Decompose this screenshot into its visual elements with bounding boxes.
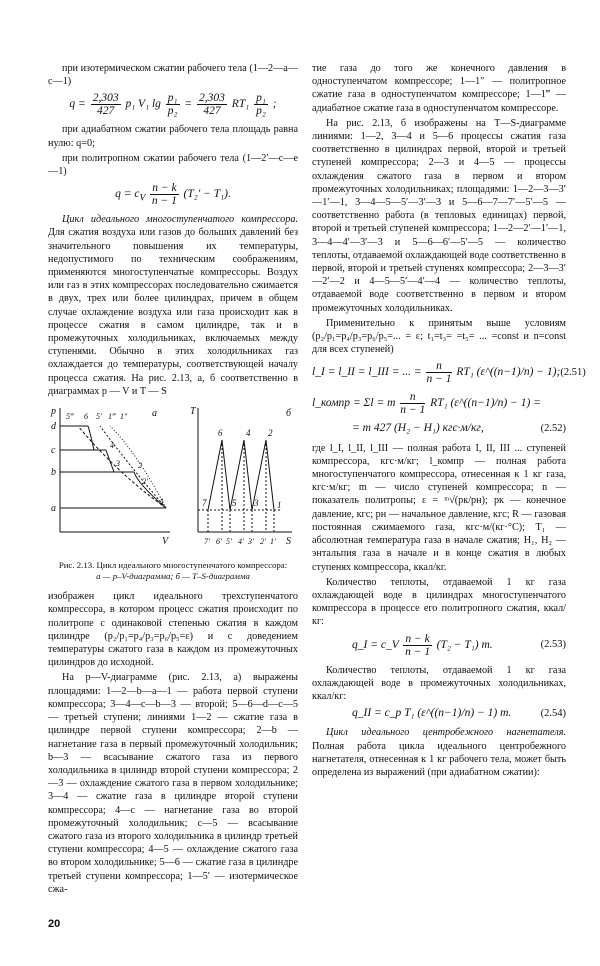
pv-point-d: d — [51, 421, 56, 433]
pv-point-5p: 5′ — [96, 412, 102, 422]
pv-point-4: 4 — [110, 441, 114, 451]
fraction — [91, 92, 121, 117]
ts-labels — [190, 406, 292, 547]
paragraph: при изотермическом сжатии рабочего тела (1—2—а—с—1) — [48, 63, 298, 88]
eq-term: q_II = c_p T₁ (ε^((n−1)/n) − 1) m. — [352, 707, 512, 720]
pv-axis-p-label: p — [51, 406, 56, 418]
fraction — [400, 391, 425, 416]
equation-number: (2.53) — [540, 639, 566, 651]
pv-diagram — [60, 408, 170, 532]
paragraph: тие газа до того же конечного давления в одноступенчатом компрессоре; 1—1″ — политропное сжатие газа в одноступенчатом компрессоре; 1—1‴ — адиабатное сжатие газа в одноступенчатом компрессоре. — [312, 63, 566, 114]
pv-point-1: 1 — [160, 497, 164, 507]
paragraph: при политропном сжатии рабочего тела (1—2′—с—е—1) — [48, 152, 298, 178]
ts-cycle — [208, 440, 274, 510]
pv-polytrope — [100, 426, 166, 508]
numerator: n — [400, 391, 425, 404]
eq-term: ; — [272, 98, 277, 111]
ts-point-3p: 3′ — [248, 537, 254, 547]
numerator: n — [426, 360, 451, 373]
ts-axis-s-label: S — [286, 536, 291, 548]
eq-term: (T₂ − T₁) m. — [436, 638, 493, 651]
fraction — [150, 182, 178, 207]
fraction — [166, 92, 180, 117]
denominator: p₂ — [167, 105, 178, 118]
equation-body — [312, 633, 493, 658]
eq-term: p₁ V₁ lg — [125, 98, 161, 111]
eq-term: q = — [69, 98, 86, 111]
ts-label: б — [286, 408, 292, 420]
pv-point-b: b — [51, 467, 56, 479]
page-number: 20 — [48, 918, 61, 930]
right-column — [312, 62, 586, 781]
caption-line: а — p–V-диаграмма; б — T–S-диаграмма — [96, 571, 250, 582]
figure-caption — [48, 560, 298, 582]
caption-line: Рис. 2.13. Цикл идеального многоступенчатого компрессора: — [58, 560, 288, 571]
equation-2-51 — [312, 360, 586, 386]
paragraph: при адиабатном сжатии рабочего тела площадь равна нулю: q=0; — [48, 124, 298, 149]
pv-point-a: a — [51, 503, 56, 515]
eq-sub: V — [139, 192, 146, 204]
equation-2-53 — [312, 633, 566, 658]
pv-curve-34 — [106, 450, 134, 472]
paragraph — [48, 213, 298, 398]
eq-term: = — [184, 98, 193, 111]
equation-2-52-line2 — [312, 422, 566, 435]
numerator: p₁ — [256, 92, 266, 105]
eq-term: RT₁ — [231, 98, 250, 111]
ts-point-2p: 2′ — [260, 537, 266, 547]
denominator: p₂ — [256, 105, 266, 118]
eq-term: l_I = l_II = l_III = ... = — [312, 366, 422, 379]
ts-point-2: 2 — [268, 428, 273, 439]
pv-label: а — [152, 408, 157, 420]
ts-point-1: 1 — [277, 500, 282, 511]
pv-point-2p: 2′ — [142, 477, 148, 487]
fraction — [197, 92, 227, 117]
section-title: Цикл идеального центробежного нагнетателя. — [326, 727, 566, 739]
paragraph: Применительно к принятым выше условиям (p₂/p₁=p₄/p₃=p₆/p₅=... = ε; t₁=t₃= =t₅= ... =const и n=const для всех ступеней) — [312, 317, 566, 356]
fraction — [403, 633, 431, 658]
equation-polytropic — [48, 182, 298, 207]
paragraph: Количество теплоты, отдаваемой 1 кг газа охлаждающей воде в цилиндрах многоступенчатого компрессора в процессе его политропного сжатия, ккал/кг: — [312, 576, 566, 628]
pv-point-c: c — [51, 445, 56, 457]
numerator: p₁ — [167, 92, 178, 105]
numerator: 2,303 — [92, 92, 119, 105]
numerator: 2,303 — [199, 92, 225, 105]
pv-curve-56 — [88, 426, 106, 450]
paragraph — [312, 726, 566, 779]
fraction — [426, 360, 451, 385]
paragraph: Количество теплоты, отдаваемой 1 кг газа охлаждающей воде в промежуточных холодильниках, ккал/кг: — [312, 664, 566, 702]
paragraph-text: Для сжатия воздуха или газов до больших давлений без значительного повышения их температуры, недопустимого по техническим соображениям, применяются многоступенчатые компрессоры. Воздух или газ в этих компрессорах последовательно сжимается в двух, трех или более цилиндрах, причем в общем случае охлаждение воздуха или газа происходит как в процессе сжатия в самом цилиндре, так и в промежуточных холодильниках, включаемых между ступенями. Обычно в этих холодильниках газ охлаждается до температуры, соответствующей началу процесса сжатия. На рис. 2.13, а, б соответственно в диаграммах p — V и T — S — [48, 227, 298, 397]
figure-2-13 — [48, 404, 298, 582]
ts-point-6: 6 — [218, 428, 223, 439]
ts-point-7p: 7′ — [204, 537, 210, 547]
equation-number: (2.52) — [540, 423, 566, 435]
ts-point-7: 7 — [202, 498, 207, 509]
pv-point-1d: 1″ — [120, 412, 128, 422]
eq-term: (T₂′ − T₁). — [183, 188, 231, 201]
numerator: n − k — [152, 182, 177, 195]
denominator: n − 1 — [151, 195, 177, 208]
ts-point-1p: 1′ — [270, 537, 276, 547]
equation-2-52 — [312, 391, 566, 416]
eq-term: q = c — [115, 188, 140, 201]
equation-isothermal — [48, 92, 298, 117]
ts-point-4p: 4′ — [238, 537, 244, 547]
pv-point-6: 6 — [84, 412, 88, 422]
ts-diagram — [198, 408, 292, 532]
ts-point-3: 3 — [254, 498, 259, 509]
equation-number: (2.51) — [560, 367, 586, 379]
pv-axis-v-label: V — [162, 536, 169, 548]
left-column — [48, 62, 298, 898]
ts-axis-t-label: T — [190, 406, 196, 418]
denominator: n − 1 — [400, 404, 426, 417]
ts-point-5p: 5′ — [226, 537, 232, 547]
equation-body — [312, 360, 560, 385]
equation-body — [312, 391, 541, 416]
paragraph-text: Полная работа цикла идеального центробежного нагнетателя, отнесенная к 1 кг рабочего тела, может быть определена из выражений (при адиабатном сжатии): — [312, 740, 566, 778]
eq-term: q_I = c_V — [352, 638, 399, 651]
pv-point-3: 3 — [116, 459, 120, 469]
ts-point-5: 5 — [232, 498, 237, 509]
denominator: 427 — [97, 105, 115, 118]
equation-number: (2.54) — [540, 708, 566, 720]
paragraph: На p—V-диаграмме (рис. 2.13, а) выражены площадями: 1—2—b—a—1 — работа первой ступени компрессора; 3—4—c—b—3 — второй; 5—6—d—c—5 — третьей ступени; линиями 1—2 — сжатие газа в цилиндре первой ступени компрессора; 2—b — нагнетание газа в первый промежуточный холодильник; b—3 — всасывание сжатого газа из первого холодильника в цилиндр второй ступени компрессора; 2—3 — охлаждение сжатого газа в первом холодильнике; 3—4 — сжатие газа в цилиндре второй ступени компрессора; 4—с — нагнетание газа во второй промежуточный холодильник; с—5 — всасывание сжатого газа из второго холодильника в цилиндр третьей ступени компрессора; 4—5 — охлаждение сжатого газа во втором холодильнике; 5—6 — сжатие газа в цилиндре третьей ступени компрессора; 1—5′ — изотермическое сжа- — [48, 672, 298, 895]
numerator: n − k — [405, 632, 430, 645]
pv-labels — [50, 406, 170, 547]
pv-point-5t: 5‴ — [66, 412, 74, 422]
section-title: Цикл идеального многоступенчатого компрессора. — [62, 214, 298, 226]
equation-2-54 — [312, 707, 566, 720]
pv-point-2: 2 — [138, 461, 142, 471]
fraction — [254, 92, 268, 117]
diagram-svg — [48, 404, 298, 554]
pv-point-1t: 1‴ — [108, 412, 116, 422]
eq-term: l_компр = Σl = m — [312, 397, 396, 410]
paragraph: изображен цикл идеального трехступенчатого компрессора, в котором процесс сжатия происходит по политропе с одинаковой степенью сжатия в каждом цилиндре (p₂/p₁=p₄/p₃=p₆/p₅=ε) и с доведением температуры сжатого газа в каждом из промежуточных цилиндров до исходной. — [48, 591, 298, 669]
ts-point-6p: 6′ — [216, 537, 222, 547]
denominator: 427 — [203, 105, 221, 118]
paragraph: На рис. 2.13, б изображены на T—S-диаграмме линиями: 1—2, 3—4 и 5—6 процессы сжатия газа соответственно в цилиндрах первой, второй и третьей ступеней компрессора; 2—3 и 4—5 — процессы охлаждения сжатого газа в первом и втором промежуточных холодильниках; площадями: 1—2—3—3′—1′—1, 3—4—5—5′—3′—3 и 5—6—7—7′—5′—5 — соответственно работа (в тепловых единицах) первой, второй и третьей ступеней компрессора; 1—2—2′—1′—1, 3—4—4′—3′—3 и 5—6—6′—5′—5 — количество теплоты, отдаваемой охлаждающей воде соответственно в первой, второй и третьей ступенях компрессора; 2—3—3′—2′—2 и 4—5—5′—4′—4 — количество теплоты, отдаваемой воде соответственно в первом и втором промежуточных холодильниках. — [312, 117, 566, 314]
denominator: n − 1 — [405, 645, 431, 658]
eq-term: RT₁ (ε^((n−1)/n) − 1); — [456, 366, 561, 379]
denominator: n − 1 — [426, 373, 452, 386]
ts-point-4: 4 — [246, 428, 251, 439]
paragraph: где l_I, l_II, l_III — полная работа I, II, III ... ступеней компрессора, кгс·м/кг; l_компр — полная работа многоступенчатого компрессора, отнесенная к 1 кг газа, кгс·м/кг; m — число ступеней компрессора; n — показатель политропы; ε = ᵐ√(pк/pн); pк — конечное давление, кгс; pн — начальное давление, кгс; R — газовая постоянная сжимаемого газа, кгс·м/(кг·°С); T₁ — абсолютная температура газа в начале сжатия; H₁, H₂ — энтальпия газа в начале и в конце сжатия в любых ступенях компрессора, ккал/кг. — [312, 442, 566, 573]
eq-term: RT₁ (ε^((n−1)/n) − 1) = — [430, 397, 541, 410]
eq-term: = m 427 (H₂ − H₁) кгс·м/кг, — [352, 422, 484, 435]
